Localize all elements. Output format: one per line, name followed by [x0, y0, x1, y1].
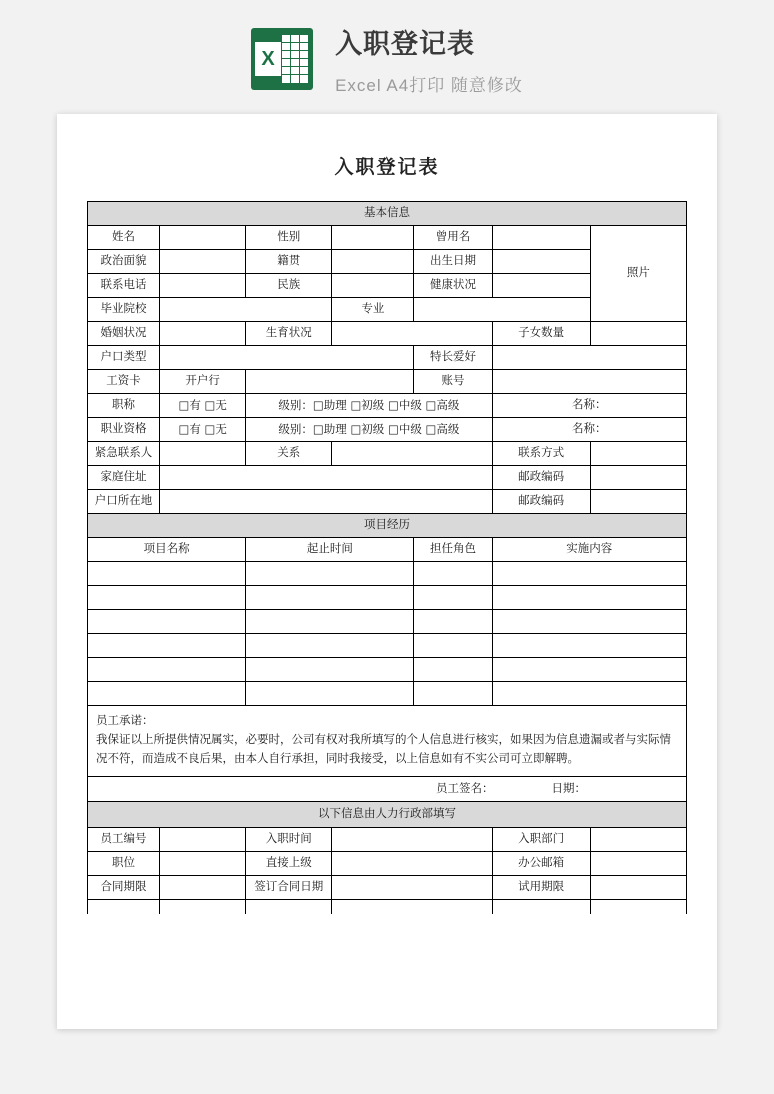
field-political-status[interactable] — [160, 250, 246, 274]
page-header — [0, 0, 774, 114]
table-row — [88, 586, 687, 610]
label-gender: 性别 — [246, 226, 332, 250]
section-header-row — [88, 801, 687, 827]
label-phone: 联系电话 — [88, 274, 160, 298]
field-birthdate[interactable] — [492, 250, 590, 274]
label-account-number: 账号 — [414, 370, 492, 394]
label-job-title: 职称 — [88, 394, 160, 418]
col-project-name: 项目名称 — [88, 538, 246, 562]
field-gender[interactable] — [332, 226, 414, 250]
label-home-address: 家庭住址 — [88, 466, 160, 490]
label-relationship: 关系 — [246, 442, 332, 466]
field-employee-id[interactable] — [160, 827, 246, 851]
field-entry-department[interactable] — [590, 827, 686, 851]
table-row — [88, 900, 687, 914]
field-project-content[interactable] — [492, 586, 686, 610]
label-political-status: 政治面貌 — [88, 250, 160, 274]
label-household-location: 户口所在地 — [88, 490, 160, 514]
header-text-block — [335, 22, 523, 96]
field-project-role[interactable] — [414, 634, 492, 658]
col-project-period: 起止时间 — [246, 538, 414, 562]
field-project-content[interactable] — [492, 562, 686, 586]
label-fertility-status: 生育状况 — [246, 322, 332, 346]
table-row — [88, 370, 687, 394]
field-project-content[interactable] — [492, 658, 686, 682]
checkbox-job-title-level[interactable]: 级别：□助理 □初级 □中级 □高级 — [246, 394, 492, 418]
header-title: 入职登记表 — [335, 29, 476, 59]
label-bank-branch: 开户行 — [160, 370, 246, 394]
table-row — [88, 875, 687, 899]
field-household-location[interactable] — [160, 490, 492, 514]
spreadsheet-glyph — [282, 35, 308, 83]
label-contract-sign-date: 签订合同日期 — [246, 875, 332, 899]
label-household-type: 户口类型 — [88, 346, 160, 370]
page-cut-edge — [87, 900, 687, 914]
field-marital-status[interactable] — [160, 322, 246, 346]
promise-title: 员工承诺： — [96, 715, 154, 727]
field-hobbies[interactable] — [492, 346, 686, 370]
label-entry-department: 入职部门 — [492, 827, 590, 851]
excel-logo-icon — [251, 28, 313, 90]
signature-cell — [88, 777, 687, 801]
label-postcode-home: 邮政编码 — [492, 466, 590, 490]
signature-table — [87, 777, 687, 900]
table-row — [88, 442, 687, 466]
label-health: 健康状况 — [414, 274, 492, 298]
label-school: 毕业院校 — [88, 298, 160, 322]
checkbox-job-title-has[interactable]: □有 □无 — [160, 394, 246, 418]
section-header-row — [88, 514, 687, 538]
field-former-name[interactable] — [492, 226, 590, 250]
section-basic-info: 基本信息 — [88, 202, 687, 226]
field-household-type[interactable] — [160, 346, 414, 370]
signature-row — [88, 777, 687, 801]
field-project-period[interactable] — [246, 634, 414, 658]
field-account-number[interactable] — [492, 370, 686, 394]
table-header-row — [88, 538, 687, 562]
promise-body: 我保证以上所提供情况属实，必要时，公司有权对我所填写的个人信息进行核实，如果因为信息遗漏或者与实际情况不符，而造成不良后果，由本人自行承担，同时我接受，以上信息如有不实公司可立即解聘。 — [96, 734, 671, 765]
field-entry-date[interactable] — [332, 827, 492, 851]
label-children-count: 子女数量 — [492, 322, 590, 346]
field-school[interactable] — [160, 298, 332, 322]
field-project-name[interactable] — [88, 610, 246, 634]
col-project-content: 实施内容 — [492, 538, 686, 562]
field-bank-branch[interactable] — [246, 370, 414, 394]
field-project-content[interactable] — [492, 634, 686, 658]
field-project-content[interactable] — [492, 610, 686, 634]
section-hr-fill: 以下信息由人力行政部填写 — [88, 801, 687, 827]
field-name[interactable] — [160, 226, 246, 250]
field-home-address[interactable] — [160, 466, 492, 490]
checkbox-qualification-has[interactable]: □有 □无 — [160, 418, 246, 442]
table-row — [88, 394, 687, 418]
field-qualification-name[interactable]: 名称： — [492, 418, 686, 442]
document-title: 入职登记表 — [334, 157, 440, 178]
field-contract-sign-date[interactable] — [332, 875, 492, 899]
checkbox-qualification-level[interactable]: 级别：□助理 □初级 □中级 □高级 — [246, 418, 492, 442]
table-row — [88, 827, 687, 851]
field-contract-term[interactable] — [160, 875, 246, 899]
label-employee-id: 员工编号 — [88, 827, 160, 851]
field-phone[interactable] — [160, 274, 246, 298]
label-office-email: 办公邮箱 — [492, 851, 590, 875]
field-project-role[interactable] — [414, 586, 492, 610]
section-header-row — [88, 202, 687, 226]
label-emergency-contact: 紧急联系人 — [88, 442, 160, 466]
col-project-role: 担任角色 — [414, 538, 492, 562]
label-postcode-household: 邮政编码 — [492, 490, 590, 514]
field-emergency-contact[interactable] — [160, 442, 246, 466]
label-salary-card: 工资卡 — [88, 370, 160, 394]
field-project-name[interactable] — [88, 586, 246, 610]
table-row — [88, 682, 687, 706]
field-job-title-name[interactable]: 名称： — [492, 394, 686, 418]
label-contract-term: 合同期限 — [88, 875, 160, 899]
field-project-period[interactable] — [246, 610, 414, 634]
field-project-period[interactable] — [246, 682, 414, 706]
field-project-name[interactable] — [88, 682, 246, 706]
label-birthdate: 出生日期 — [414, 250, 492, 274]
label-hobbies: 特长爱好 — [414, 346, 492, 370]
field-project-role[interactable] — [414, 658, 492, 682]
field-probation-term[interactable] — [590, 875, 686, 899]
header-subtitle: Excel A4打印 随意修改 — [335, 76, 523, 95]
label-marital-status: 婚姻状况 — [88, 322, 160, 346]
label-sign-date[interactable]: 日期： — [551, 782, 586, 795]
label-name: 姓名 — [88, 226, 160, 250]
photo-placeholder[interactable]: 照片 — [590, 226, 686, 322]
field-project-period[interactable] — [246, 562, 414, 586]
table-row — [88, 490, 687, 514]
table-row — [88, 226, 687, 250]
field-ethnicity[interactable] — [332, 274, 414, 298]
label-probation-term: 试用期限 — [492, 875, 590, 899]
table-row — [88, 346, 687, 370]
field-project-name[interactable] — [88, 562, 246, 586]
field-postcode-home[interactable] — [590, 466, 686, 490]
label-native-place: 籍贯 — [246, 250, 332, 274]
field-project-period[interactable] — [246, 586, 414, 610]
label-employee-signature[interactable]: 员工签名： — [436, 782, 494, 795]
table-row — [88, 851, 687, 875]
field-position[interactable] — [160, 851, 246, 875]
label-vocational-qualification: 职业资格 — [88, 418, 160, 442]
field-fertility-status[interactable] — [332, 322, 492, 346]
field-project-name[interactable] — [88, 658, 246, 682]
field-project-role[interactable] — [414, 562, 492, 586]
field-office-email[interactable] — [590, 851, 686, 875]
field-major[interactable] — [414, 298, 590, 322]
label-ethnicity: 民族 — [246, 274, 332, 298]
label-direct-supervisor: 直接上级 — [246, 851, 332, 875]
field-project-period[interactable] — [246, 658, 414, 682]
label-position: 职位 — [88, 851, 160, 875]
field-relationship[interactable] — [332, 442, 492, 466]
field-children-count[interactable] — [590, 322, 686, 346]
label-major: 专业 — [332, 298, 414, 322]
excel-logo-letter: X — [255, 42, 281, 76]
field-direct-supervisor[interactable] — [332, 851, 492, 875]
field-postcode-household[interactable] — [590, 490, 686, 514]
table-row — [88, 322, 687, 346]
field-project-name[interactable] — [88, 634, 246, 658]
table-row — [88, 418, 687, 442]
table-row — [88, 610, 687, 634]
employee-promise-block — [87, 706, 687, 777]
registration-form-table — [87, 201, 687, 706]
field-project-role[interactable] — [414, 682, 492, 706]
table-row — [88, 658, 687, 682]
label-contact-method: 联系方式 — [492, 442, 590, 466]
field-health[interactable] — [492, 274, 590, 298]
field-native-place[interactable] — [332, 250, 414, 274]
field-project-content[interactable] — [492, 682, 686, 706]
table-row — [88, 562, 687, 586]
field-contact-method[interactable] — [590, 442, 686, 466]
table-row — [88, 634, 687, 658]
document-page — [57, 114, 717, 1029]
table-row — [88, 466, 687, 490]
label-former-name: 曾用名 — [414, 226, 492, 250]
field-project-role[interactable] — [414, 610, 492, 634]
label-entry-date: 入职时间 — [246, 827, 332, 851]
section-project-experience: 项目经历 — [88, 514, 687, 538]
